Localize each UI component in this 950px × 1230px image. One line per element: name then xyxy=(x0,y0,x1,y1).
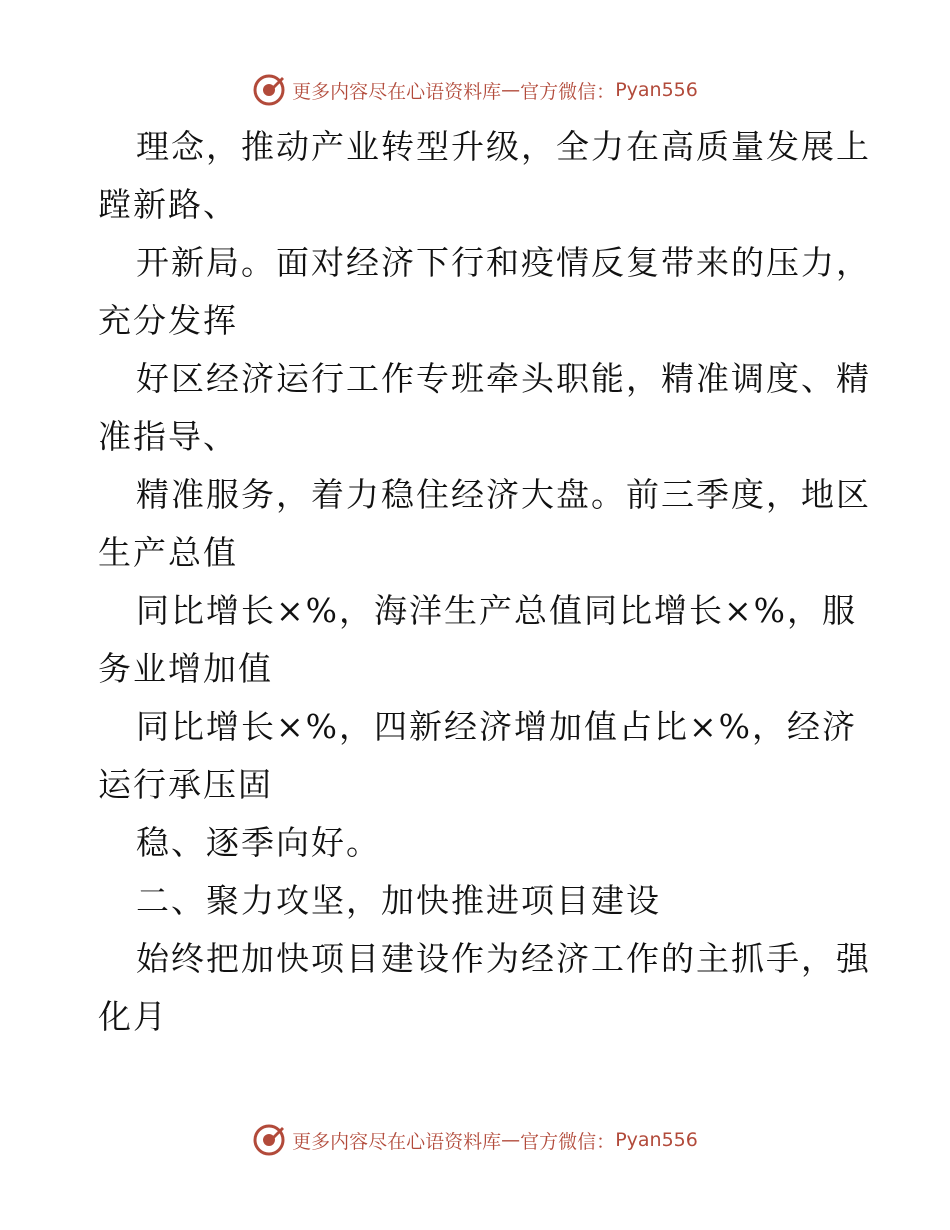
paragraph-line: 化月 xyxy=(98,997,168,1036)
watermark-separator: — xyxy=(501,79,521,101)
watermark-wechat-label: 官方微信： xyxy=(520,1130,616,1153)
paragraph-line: 生产总值 xyxy=(98,533,238,572)
paragraph-line: 准指导、 xyxy=(98,417,238,456)
paragraph-line: 理念，推动产业转型升级，全力在高质量发展上 xyxy=(136,127,871,166)
paragraph-line: 同比增长×%，海洋生产总值同比增长×%，服 xyxy=(136,591,858,630)
paragraph-line: 始终把加快项目建设作为经济工作的主抓手，强 xyxy=(136,939,871,978)
paragraph-line: 运行承压固 xyxy=(98,765,273,804)
header-watermark xyxy=(0,70,950,110)
footer-watermark xyxy=(0,1120,950,1160)
section-heading: 二、聚力攻坚，加快推进项目建设 xyxy=(136,881,661,920)
watermark-text: 更多内容尽在心语资料库 xyxy=(292,1130,502,1153)
pen-logo-icon xyxy=(252,73,286,107)
watermark-wechat-label: 官方微信： xyxy=(520,80,616,103)
paragraph-line: 务业增加值 xyxy=(98,649,273,688)
paragraph-line: 开新局。面对经济下行和疫情反复带来的压力， xyxy=(136,243,871,282)
paragraph-line: 同比增长×%，四新经济增加值占比×%，经济 xyxy=(136,707,858,746)
paragraph-line: 蹚新路、 xyxy=(98,185,238,224)
pen-logo-icon xyxy=(252,1123,286,1157)
paragraph-line: 精准服务，着力稳住经济大盘。前三季度，地区 xyxy=(136,475,871,514)
document-body xyxy=(98,118,871,1046)
watermark-separator: — xyxy=(501,1129,521,1151)
paragraph-line: 稳、逐季向好。 xyxy=(136,823,381,862)
paragraph-line: 充分发挥 xyxy=(98,301,238,340)
paragraph-line: 好区经济运行工作专班牵头职能，精准调度、精 xyxy=(136,359,871,398)
watermark-wechat-id: Pyan556 xyxy=(615,79,698,101)
watermark-wechat-id: Pyan556 xyxy=(615,1129,698,1151)
watermark-text: 更多内容尽在心语资料库 xyxy=(292,80,502,103)
